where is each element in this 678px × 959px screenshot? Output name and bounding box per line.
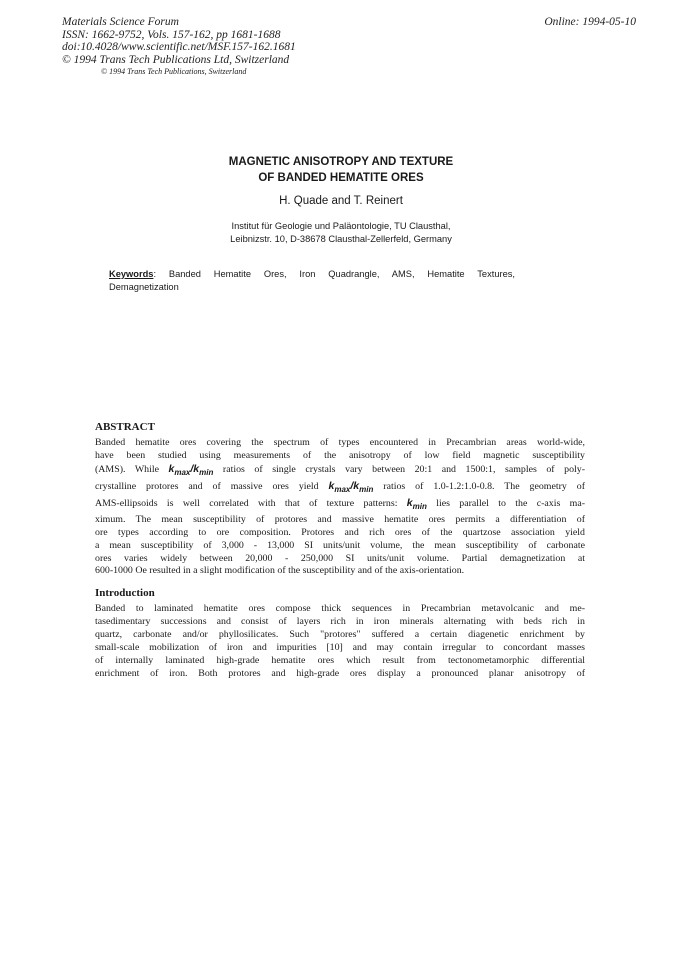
publisher-copyright: © 1994 Trans Tech Publications, Switzerland	[101, 67, 247, 76]
affiliation-line-2: Leibnizstr. 10, D-38678 Clausthal-Zellerfeld, Germany	[230, 233, 452, 244]
k-min-symbol	[353, 480, 373, 492]
paper-title	[0, 154, 678, 186]
slash: /	[190, 462, 194, 475]
k-symbol: k	[353, 479, 360, 492]
keywords-line-1	[109, 268, 515, 281]
k-min-symbol	[193, 463, 213, 475]
abstract-line: ore types according to ore composition. Protores and rich ores of the quartzose association yield	[95, 526, 585, 538]
abstract-text: (AMS). While	[95, 463, 169, 475]
authors: H. Quade and T. Reinert	[279, 195, 403, 207]
introduction-heading: Introduction	[95, 587, 155, 599]
journal-name: Materials Science Forum	[62, 16, 179, 28]
title-line-2: OF BANDED HEMATITE ORES	[258, 172, 424, 184]
affiliation-line-1: Institut für Geologie und Paläontologie, TU Clausthal,	[231, 221, 451, 231]
keywords	[109, 268, 515, 293]
k-symbol: k	[168, 462, 175, 475]
min-subscript: min	[359, 484, 374, 494]
max-subscript: max	[174, 467, 191, 477]
abstract-line: ximum. The mean susceptibility of protores and massive hematite ores permits a differentiation of	[95, 513, 585, 525]
max-subscript: max	[334, 484, 351, 494]
abstract-text: lies parallel to the c-axis ma-	[426, 497, 585, 509]
online-date: Online: 1994-05-10	[544, 16, 636, 28]
keywords-list: : Banded Hematite Ores, Iron Quadrangle, AMS, Hematite Textures,	[153, 269, 515, 279]
issn-line: ISSN: 1662-9752, Vols. 157-162, pp 1681-1688	[62, 28, 281, 41]
intro-line: quartz, carbonate and/or phyllosilicates. Such "protores" suffered a certain diagenetic enrichment by	[95, 628, 585, 640]
intro-line: of internally laminated high-grade hematite ores which result from tectonometamorphic differential	[95, 654, 585, 666]
keywords-label: Keywords	[109, 269, 154, 279]
abstract-line: ores varies widely between 20,000 - 250,000 SI units/unit volume. Partial demagnetization at	[95, 552, 585, 564]
abstract-line: Banded hematite ores covering the spectrum of types encountered in Precambrian areas world-wide,	[95, 437, 585, 448]
abstract-text: crystalline protores and of massive ores yield	[95, 480, 329, 492]
introduction-body	[95, 603, 585, 680]
abstract-text: ratios of single crystals vary between 20:1 and 1500:1, samples of poly-	[213, 463, 585, 475]
intro-line: enrichment of iron. Both protores and high-grade ores display a pronounced planar anisotropy of	[95, 667, 585, 679]
k-max-symbol	[169, 463, 194, 475]
affiliation	[0, 220, 678, 245]
abstract-line: a mean susceptibility of 3,000 - 13,000 SI units/unit volume, the mean susceptibility of carbonate	[95, 539, 585, 551]
abstract-text: AMS-ellipsoids is well correlated with that of texture patterns:	[95, 497, 407, 509]
slash: /	[350, 479, 354, 492]
k-symbol: k	[328, 479, 335, 492]
abstract-line	[95, 497, 585, 514]
intro-line: tasedimentary successions and consist of layers rich in iron minerals alternating with beds rich in	[95, 615, 585, 627]
abstract-body	[95, 437, 585, 578]
abstract-heading: ABSTRACT	[95, 421, 155, 433]
keywords-line-2: Demagnetization	[109, 281, 179, 292]
abstract-line	[95, 480, 585, 497]
title-line-1: MAGNETIC ANISOTROPY AND TEXTURE	[228, 156, 454, 168]
min-subscript: min	[199, 467, 214, 477]
abstract-text: ratios of 1.0-1.2:1.0-0.8. The geometry of	[373, 480, 585, 492]
k-symbol: k	[406, 496, 413, 509]
k-symbol: k	[193, 462, 200, 475]
k-max-symbol	[329, 480, 354, 492]
copyright-line: © 1994 Trans Tech Publications Ltd, Switzerland	[62, 53, 290, 66]
doi-line[interactable]: doi:10.4028/www.scientific.net/MSF.157-162.1681	[62, 41, 296, 53]
k-min-symbol	[407, 497, 427, 509]
abstract-line: have been studied using measurements of the anisotropy of low field magnetic susceptibility	[95, 449, 585, 461]
min-subscript: min	[412, 501, 427, 511]
abstract-line	[95, 463, 585, 480]
abstract-line: 600-1000 Oe resulted in a slight modification of the susceptibility and of the axis-orientation.	[95, 565, 465, 577]
intro-line: Banded to laminated hematite ores compose thick sequences in Precambrian metavolcanic and me-	[95, 603, 585, 614]
intro-line: small-scale mobilization of iron and impurities [10] and may contain irregular to concordant masses	[95, 641, 585, 653]
